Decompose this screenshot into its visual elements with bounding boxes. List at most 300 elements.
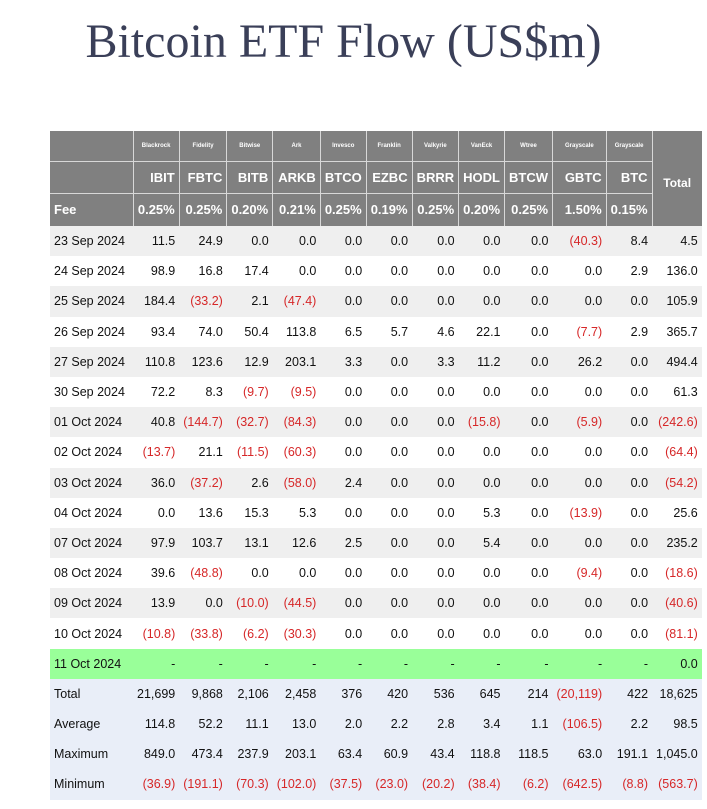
- table-row: [50, 377, 702, 407]
- flow-cell: 12.6: [291, 535, 317, 550]
- summary-cell: 60.9: [383, 747, 409, 762]
- summary-cell: 2.2: [390, 717, 409, 732]
- flow-cell: 0.0: [205, 596, 223, 611]
- flow-cell: 0.0: [630, 445, 649, 460]
- flow-cell: 21.1: [198, 445, 223, 460]
- ticker-label: FBTC: [179, 161, 227, 193]
- flow-cell: (48.8): [190, 566, 223, 581]
- summary-label: Total: [54, 686, 81, 701]
- fee-value: 0.15%: [606, 193, 652, 226]
- summary-cell: (36.9): [142, 777, 176, 792]
- flow-cell: 39.6: [150, 566, 176, 581]
- summary-cell: 21,699: [137, 686, 176, 701]
- flow-cell: 0.0: [630, 626, 649, 641]
- row-total: 4.5: [680, 234, 698, 249]
- summary-cell: 2.0: [344, 717, 363, 732]
- summary-cell: 63.0: [577, 747, 603, 762]
- flow-cell: 13.6: [198, 505, 223, 520]
- flow-cell: 0.0: [251, 566, 269, 581]
- flow-cell: -: [358, 656, 363, 671]
- flow-cell: 0.0: [483, 445, 501, 460]
- summary-label: Average: [54, 717, 101, 732]
- flow-cell: 0.0: [531, 505, 549, 520]
- flow-cell: 40.8: [150, 415, 176, 430]
- flow-cell: 26.2: [577, 354, 603, 369]
- summary-cell: 422: [627, 686, 649, 701]
- summary-cell: 118.5: [518, 747, 549, 762]
- flow-cell: 16.8: [198, 264, 223, 279]
- issuer-label: Ark: [273, 131, 321, 161]
- flow-cell: 0.0: [390, 385, 409, 400]
- flow-cell: 0.0: [437, 294, 455, 309]
- summary-cell: 536: [433, 686, 455, 701]
- summary-cell: 203.1: [285, 747, 317, 762]
- flow-cell: 2.9: [630, 264, 649, 279]
- flow-cell: 0.0: [584, 596, 603, 611]
- flow-cell: 0.0: [251, 234, 269, 249]
- issuer-label: Bitwise: [227, 131, 273, 161]
- flow-cell: 98.9: [150, 264, 176, 279]
- summary-cell: 645: [479, 686, 501, 701]
- flow-cell: 0.0: [531, 385, 549, 400]
- flow-cell: 8.3: [205, 385, 223, 400]
- flow-cell: -: [496, 656, 501, 671]
- flow-cell: (15.8): [467, 415, 501, 430]
- flow-cell: 13.9: [150, 596, 176, 611]
- flow-cell: -: [264, 656, 269, 671]
- flow-cell: (44.5): [283, 596, 317, 611]
- issuer-label: Blackrock: [133, 131, 179, 161]
- flow-cell: 0.0: [390, 626, 409, 641]
- summary-cell: 420: [387, 686, 409, 701]
- flow-cell: 24.9: [198, 234, 223, 249]
- flow-cell: (33.8): [190, 626, 223, 641]
- table-row: [50, 286, 702, 316]
- flow-cell: 203.1: [285, 354, 317, 369]
- ticker-label: ARKB: [273, 161, 321, 193]
- summary-cell: 52.2: [198, 717, 223, 732]
- row-date: 08 Oct 2024: [54, 566, 123, 581]
- row-total: 494.4: [666, 354, 698, 369]
- table-row: [50, 498, 702, 528]
- flow-cell: 0.0: [630, 566, 649, 581]
- flow-cell: (144.7): [183, 415, 223, 430]
- summary-total: 18,625: [659, 686, 698, 701]
- flow-cell: 0.0: [157, 505, 176, 520]
- flow-cell: 72.2: [150, 385, 176, 400]
- row-total: (242.6): [658, 415, 698, 430]
- row-total: (54.2): [665, 475, 698, 490]
- row-total: (64.4): [665, 445, 698, 460]
- flow-cell: 0.0: [437, 475, 455, 490]
- flow-cell: (58.0): [283, 475, 317, 490]
- flow-cell: 0.0: [531, 535, 549, 550]
- row-total: 365.7: [666, 324, 698, 339]
- flow-cell: 13.1: [244, 535, 269, 550]
- row-total: 61.3: [673, 385, 698, 400]
- flow-cell: 0.0: [630, 535, 649, 550]
- summary-cell: 11.1: [245, 717, 269, 732]
- summary-row: [50, 769, 702, 799]
- flow-cell: 0.0: [437, 505, 455, 520]
- fee-value: 0.25%: [133, 193, 179, 226]
- flow-cell: 5.7: [390, 324, 409, 339]
- summary-cell: (191.1): [183, 777, 223, 792]
- flow-cell: 0.0: [531, 294, 549, 309]
- flow-cell: 0.0: [630, 294, 649, 309]
- fee-value: 0.19%: [366, 193, 412, 226]
- flow-cell: 0.0: [531, 626, 549, 641]
- flow-cell: 0.0: [344, 505, 363, 520]
- summary-cell: 1.1: [531, 717, 549, 732]
- row-date: 01 Oct 2024: [54, 415, 123, 430]
- flow-cell: 11.2: [477, 354, 501, 369]
- flow-cell: 12.9: [244, 354, 269, 369]
- flow-cell: 0.0: [298, 264, 317, 279]
- summary-cell: 2,458: [285, 686, 317, 701]
- summary-cell: (102.0): [276, 777, 317, 792]
- flow-cell: 0.0: [531, 445, 549, 460]
- issuer-label: Invesco: [320, 131, 366, 161]
- flow-cell: (40.3): [569, 234, 603, 249]
- flow-cell: 5.3: [298, 505, 317, 520]
- fee-value: 0.25%: [179, 193, 227, 226]
- flow-cell: 0.0: [483, 626, 501, 641]
- summary-total: 98.5: [673, 717, 698, 732]
- summary-cell: 849.0: [143, 747, 176, 762]
- flow-cell: 0.0: [531, 596, 549, 611]
- header-blank: [50, 161, 133, 193]
- flow-cell: 0.0: [630, 415, 649, 430]
- summary-cell: 63.4: [337, 747, 363, 762]
- summary-cell: (642.5): [562, 777, 603, 792]
- header-issuer-row: [50, 131, 702, 161]
- flow-cell: 0.0: [630, 475, 649, 490]
- flow-cell: 0.0: [584, 385, 603, 400]
- flow-cell: 0.0: [437, 445, 455, 460]
- summary-cell: 237.9: [237, 747, 269, 762]
- row-total: 0.0: [680, 656, 698, 671]
- summary-cell: 114.8: [144, 717, 176, 732]
- row-date: 04 Oct 2024: [54, 505, 123, 520]
- flow-cell: 0.0: [390, 445, 409, 460]
- flow-cell: 93.4: [150, 324, 176, 339]
- fee-value: 0.25%: [505, 193, 553, 226]
- issuer-label: Fidelity: [179, 131, 227, 161]
- summary-cell: (23.0): [375, 777, 409, 792]
- flow-cell: 2.4: [344, 475, 363, 490]
- row-total: (40.6): [665, 596, 698, 611]
- summary-cell: 3.4: [483, 717, 501, 732]
- table-row: [50, 317, 702, 347]
- table-row: [50, 226, 702, 256]
- row-date: 24 Sep 2024: [54, 264, 125, 279]
- flow-cell: (9.4): [576, 566, 603, 581]
- summary-total: 1,045.0: [656, 747, 698, 762]
- flow-cell: 36.0: [150, 475, 176, 490]
- issuer-label: Valkyrie: [412, 131, 459, 161]
- flow-cell: 0.0: [344, 415, 363, 430]
- flow-cell: 0.0: [344, 264, 363, 279]
- etf-flow-table: [50, 131, 702, 800]
- flow-cell: 0.0: [390, 294, 409, 309]
- summary-cell: (6.2): [522, 777, 549, 792]
- table-row: [50, 347, 702, 377]
- row-date: 11 Oct 2024: [54, 656, 122, 671]
- summary-cell: 43.4: [430, 747, 455, 762]
- flow-cell: 0.0: [483, 264, 501, 279]
- summary-cell: (20,119): [556, 686, 603, 701]
- row-total: 105.9: [666, 294, 698, 309]
- header-ticker-row: [50, 161, 702, 193]
- ticker-label: BTCO: [320, 161, 366, 193]
- row-date: 03 Oct 2024: [54, 475, 123, 490]
- issuer-label: Franklin: [366, 131, 412, 161]
- flow-cell: 0.0: [437, 385, 455, 400]
- flow-cell: 0.0: [390, 354, 409, 369]
- summary-cell: (106.5): [562, 717, 603, 732]
- summary-cell: 2.2: [630, 717, 649, 732]
- fee-value: 0.25%: [412, 193, 459, 226]
- flow-cell: 97.9: [150, 535, 176, 550]
- flow-cell: (10.8): [142, 626, 176, 641]
- flow-cell: (37.2): [190, 475, 223, 490]
- table-row: [50, 468, 702, 498]
- issuer-label: Grayscale: [606, 131, 652, 161]
- row-date: 10 Oct 2024: [54, 626, 123, 641]
- flow-cell: -: [544, 656, 549, 671]
- flow-cell: -: [643, 656, 649, 671]
- flow-cell: 0.0: [630, 596, 649, 611]
- page-title: Bitcoin ETF Flow (US$m): [85, 15, 602, 68]
- flow-cell: 0.0: [390, 264, 409, 279]
- flow-cell: (30.3): [283, 626, 317, 641]
- flow-cell: 17.4: [244, 264, 269, 279]
- flow-cell: 0.0: [390, 475, 409, 490]
- flow-cell: 5.3: [483, 505, 501, 520]
- summary-cell: 2,106: [237, 686, 269, 701]
- row-date: 09 Oct 2024: [54, 596, 123, 611]
- flow-cell: 0.0: [630, 354, 649, 369]
- flow-cell: 0.0: [390, 535, 409, 550]
- ticker-label: BITB: [227, 161, 273, 193]
- summary-cell: (70.3): [236, 777, 269, 792]
- ticker-label: GBTC: [553, 161, 607, 193]
- flow-cell: 184.4: [143, 294, 176, 309]
- flow-cell: 113.8: [285, 324, 317, 339]
- issuer-label: Wtree: [505, 131, 553, 161]
- flow-cell: 0.0: [531, 566, 549, 581]
- flow-cell: 15.3: [244, 505, 269, 520]
- ticker-label: IBIT: [133, 161, 179, 193]
- flow-cell: 0.0: [584, 475, 603, 490]
- summary-label: Maximum: [54, 747, 109, 762]
- row-total: 25.6: [673, 505, 698, 520]
- flow-cell: 0.0: [344, 385, 363, 400]
- flow-cell: (13.7): [142, 445, 176, 460]
- summary-cell: 9,868: [191, 686, 223, 701]
- flow-cell: 74.0: [198, 324, 223, 339]
- flow-cell: (5.9): [576, 415, 603, 430]
- flow-cell: 0.0: [531, 354, 549, 369]
- fee-value: 0.20%: [227, 193, 273, 226]
- fee-value: 1.50%: [553, 193, 607, 226]
- flow-cell: 110.8: [144, 354, 176, 369]
- flow-cell: 0.0: [584, 264, 603, 279]
- row-date: 02 Oct 2024: [54, 445, 123, 460]
- flow-cell: 6.5: [344, 324, 363, 339]
- flow-cell: 0.0: [483, 294, 501, 309]
- flow-cell: 0.0: [390, 505, 409, 520]
- row-date: 25 Sep 2024: [54, 294, 125, 309]
- summary-cell: (37.5): [329, 777, 363, 792]
- flow-cell: (9.5): [290, 385, 317, 400]
- ticker-label: HODL: [459, 161, 505, 193]
- flow-cell: 0.0: [298, 234, 317, 249]
- summary-row: [50, 679, 702, 709]
- summary-cell: 13.0: [291, 717, 317, 732]
- flow-cell: 0.0: [483, 234, 501, 249]
- row-date: 27 Sep 2024: [54, 354, 125, 369]
- issuer-label: Grayscale: [553, 131, 607, 161]
- row-total: 235.2: [666, 535, 698, 550]
- flow-cell: (33.2): [190, 294, 223, 309]
- row-date: 30 Sep 2024: [54, 385, 125, 400]
- table-row: [50, 649, 702, 679]
- summary-cell: (8.8): [622, 777, 649, 792]
- flow-cell: -: [450, 656, 455, 671]
- flow-cell: 0.0: [437, 626, 455, 641]
- summary-cell: 118.8: [470, 747, 501, 762]
- flow-cell: 0.0: [584, 626, 603, 641]
- summary-cell: (38.4): [467, 777, 501, 792]
- flow-cell: (13.9): [569, 505, 603, 520]
- flow-cell: 0.0: [437, 234, 455, 249]
- flow-cell: -: [403, 656, 409, 671]
- summary-cell: 214: [527, 686, 549, 701]
- fee-value: 0.25%: [320, 193, 366, 226]
- table-row: [50, 528, 702, 558]
- flow-cell: 5.4: [483, 535, 501, 550]
- summary-cell: 473.4: [191, 747, 223, 762]
- flow-cell: 0.0: [344, 626, 363, 641]
- flow-cell: 3.3: [437, 354, 455, 369]
- flow-cell: 2.5: [344, 535, 363, 550]
- summary-cell: 191.1: [616, 747, 649, 762]
- flow-cell: 0.0: [584, 445, 603, 460]
- fee-value: 0.20%: [459, 193, 505, 226]
- flow-cell: 0.0: [437, 566, 455, 581]
- flow-cell: 2.6: [251, 475, 269, 490]
- flow-cell: 2.9: [630, 324, 649, 339]
- table-row: [50, 618, 702, 648]
- flow-cell: 8.4: [630, 234, 649, 249]
- summary-cell: 376: [341, 686, 363, 701]
- flow-cell: 3.3: [344, 354, 363, 369]
- issuer-label: VanEck: [459, 131, 505, 161]
- flow-cell: 0.0: [437, 596, 455, 611]
- flow-cell: 0.0: [344, 294, 363, 309]
- header-fee-row: [50, 193, 702, 226]
- flow-cell: 0.0: [344, 596, 363, 611]
- flow-cell: 0.0: [584, 535, 603, 550]
- flow-cell: -: [218, 656, 223, 671]
- flow-cell: 0.0: [344, 566, 363, 581]
- flow-cell: (10.0): [236, 596, 269, 611]
- row-total: 136.0: [666, 264, 698, 279]
- flow-cell: 0.0: [437, 415, 455, 430]
- flow-cell: 0.0: [531, 264, 549, 279]
- flow-cell: 0.0: [531, 475, 549, 490]
- flow-cell: 0.0: [344, 234, 363, 249]
- flow-cell: 50.4: [244, 324, 269, 339]
- flow-cell: (7.7): [576, 324, 603, 339]
- ticker-label: EZBC: [366, 161, 412, 193]
- flow-cell: -: [312, 656, 317, 671]
- flow-cell: 0.0: [390, 566, 409, 581]
- flow-cell: 4.6: [437, 324, 455, 339]
- row-total: (81.1): [665, 626, 698, 641]
- fee-value: 0.21%: [273, 193, 321, 226]
- flow-cell: (11.5): [236, 445, 269, 460]
- flow-cell: 0.0: [483, 596, 501, 611]
- flow-cell: 0.0: [390, 415, 409, 430]
- flow-cell: 123.6: [191, 354, 223, 369]
- header-corner: [50, 131, 133, 161]
- flow-cell: 11.5: [151, 234, 176, 249]
- row-date: 07 Oct 2024: [54, 535, 123, 550]
- summary-total: (563.7): [658, 777, 698, 792]
- ticker-label: BRRR: [412, 161, 459, 193]
- flow-cell: 0.0: [437, 264, 455, 279]
- flow-cell: (84.3): [283, 415, 317, 430]
- flow-cell: 2.1: [251, 294, 269, 309]
- flow-cell: -: [597, 656, 603, 671]
- table-row: [50, 407, 702, 437]
- flow-cell: 0.0: [437, 535, 455, 550]
- flow-cell: 0.0: [298, 566, 317, 581]
- flow-cell: (32.7): [236, 415, 269, 430]
- flow-cell: (47.4): [283, 294, 317, 309]
- summary-row: [50, 709, 702, 739]
- table-row: [50, 588, 702, 618]
- flow-cell: 0.0: [584, 294, 603, 309]
- flow-cell: 0.0: [390, 596, 409, 611]
- flow-cell: 0.0: [344, 445, 363, 460]
- flow-cell: 0.0: [483, 566, 501, 581]
- row-date: 26 Sep 2024: [54, 324, 125, 339]
- summary-row: [50, 739, 702, 769]
- row-total: (18.6): [665, 566, 698, 581]
- table-row: [50, 256, 702, 286]
- ticker-label: BTCW: [505, 161, 553, 193]
- flow-cell: 0.0: [531, 415, 549, 430]
- flow-cell: (60.3): [283, 445, 317, 460]
- flow-cell: 0.0: [483, 385, 501, 400]
- flow-cell: 0.0: [630, 385, 649, 400]
- flow-cell: -: [171, 656, 176, 671]
- flow-cell: 0.0: [531, 234, 549, 249]
- flow-cell: 0.0: [630, 505, 649, 520]
- summary-cell: (20.2): [421, 777, 455, 792]
- summary-cell: 2.8: [437, 717, 455, 732]
- flow-cell: 0.0: [531, 324, 549, 339]
- fee-label: Fee: [54, 202, 77, 218]
- flow-cell: (6.2): [243, 626, 269, 641]
- total-column-header: Total: [652, 131, 702, 226]
- table-row: [50, 437, 702, 467]
- flow-cell: 0.0: [483, 475, 501, 490]
